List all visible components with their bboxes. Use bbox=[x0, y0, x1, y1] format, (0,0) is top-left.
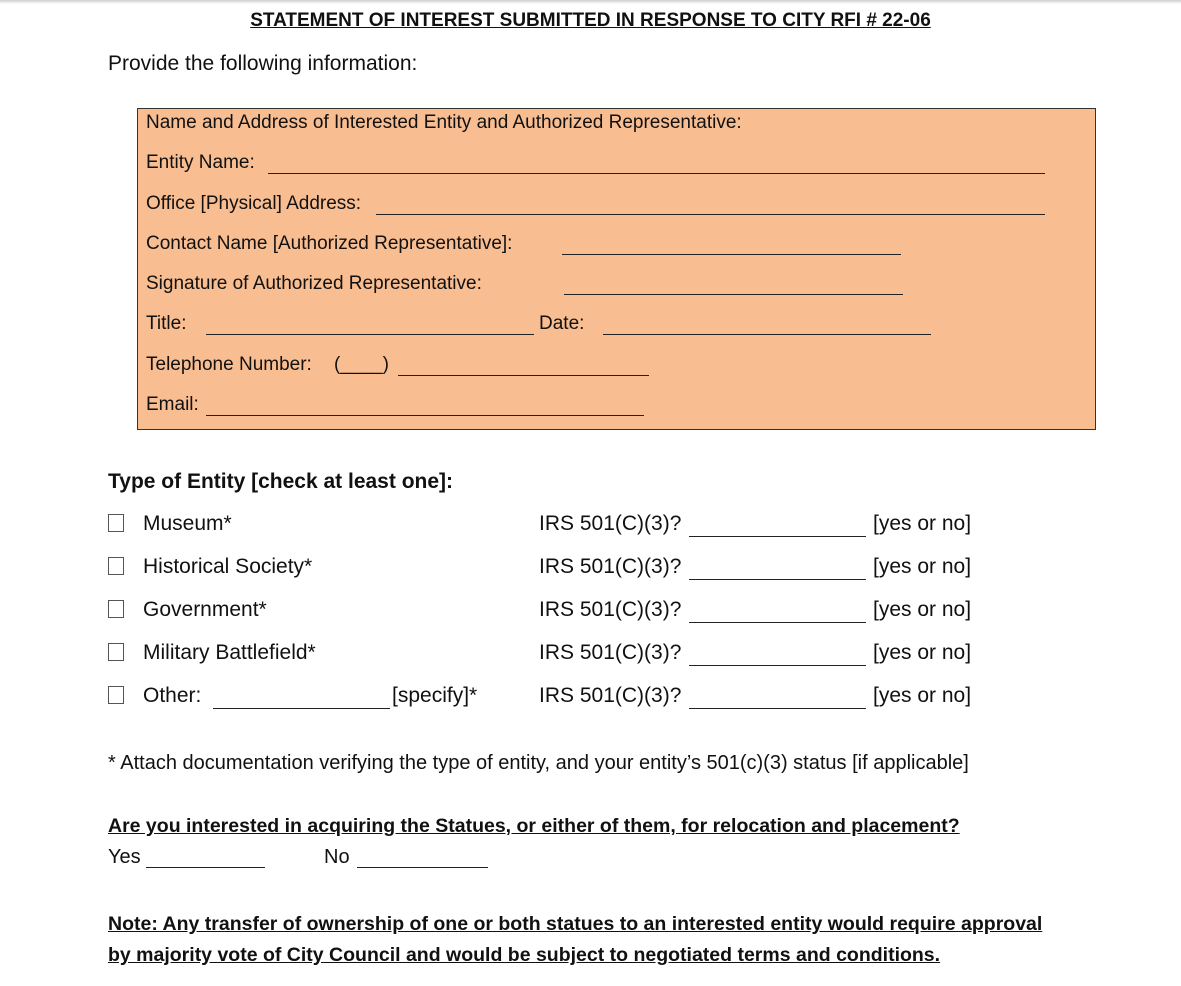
yes-answer-field[interactable] bbox=[146, 867, 265, 868]
contact-name-label: Contact Name [Authorized Representative]: bbox=[146, 233, 513, 254]
final-note-line-1: Note: Any transfer of ownership of one or both statues to an interested entity would require approval bbox=[108, 913, 1043, 935]
yes-label: Yes bbox=[108, 846, 141, 868]
entity-name-field[interactable] bbox=[268, 173, 1045, 174]
title-field[interactable] bbox=[206, 334, 534, 335]
historical-society-label: Historical Society* bbox=[143, 555, 313, 578]
telephone-area-code[interactable]: (____) bbox=[334, 354, 389, 375]
final-note-line-2: by majority vote of City Council and would be subject to negotiated terms and conditions. bbox=[108, 944, 941, 966]
military-battlefield-checkbox[interactable] bbox=[108, 643, 124, 661]
office-address-label: Office [Physical] Address: bbox=[146, 193, 362, 214]
email-label: Email: bbox=[146, 394, 199, 415]
government-irs-field[interactable] bbox=[689, 622, 866, 623]
military-battlefield-label: Military Battlefield* bbox=[143, 641, 316, 664]
irs-label: IRS 501(C)(3)? bbox=[539, 598, 682, 621]
intro-text: Provide the following information: bbox=[108, 52, 418, 75]
yes-no-hint: [yes or no] bbox=[873, 512, 972, 535]
historical-society-checkbox[interactable] bbox=[108, 557, 124, 575]
yes-no-hint: [yes or no] bbox=[873, 684, 972, 707]
page-top-shadow bbox=[0, 0, 1181, 4]
signature-field[interactable] bbox=[564, 294, 903, 295]
date-label: Date: bbox=[539, 313, 585, 334]
no-label: No bbox=[324, 846, 350, 868]
acquisition-question: Are you interested in acquiring the Statues, or either of them, for relocation and placement? bbox=[108, 815, 960, 837]
other-specify-field[interactable] bbox=[213, 708, 390, 709]
contact-name-field[interactable] bbox=[562, 254, 901, 255]
museum-checkbox[interactable] bbox=[108, 514, 124, 532]
irs-label: IRS 501(C)(3)? bbox=[539, 512, 682, 535]
irs-label: IRS 501(C)(3)? bbox=[539, 555, 682, 578]
military-battlefield-irs-field[interactable] bbox=[689, 665, 866, 666]
attach-documentation-note: * Attach documentation verifying the type of entity, and your entity’s 501(c)(3) status [if applicable] bbox=[108, 752, 969, 774]
document-title: STATEMENT OF INTEREST SUBMITTED IN RESPONSE TO CITY RFI # 22-06 bbox=[250, 10, 931, 31]
other-irs-field[interactable] bbox=[689, 708, 866, 709]
entity-info-heading: Name and Address of Interested Entity and Authorized Representative: bbox=[146, 112, 742, 133]
other-specify-hint: [specify]* bbox=[392, 684, 478, 707]
other-label: Other: bbox=[143, 684, 202, 707]
irs-label: IRS 501(C)(3)? bbox=[539, 641, 682, 664]
no-answer-field[interactable] bbox=[357, 867, 488, 868]
yes-no-hint: [yes or no] bbox=[873, 641, 972, 664]
yes-no-hint: [yes or no] bbox=[873, 555, 972, 578]
government-label: Government* bbox=[143, 598, 267, 621]
signature-label: Signature of Authorized Representative: bbox=[146, 273, 482, 294]
telephone-field[interactable] bbox=[398, 375, 649, 376]
entity-type-heading: Type of Entity [check at least one]: bbox=[108, 470, 454, 493]
museum-irs-field[interactable] bbox=[689, 536, 866, 537]
yes-no-hint: [yes or no] bbox=[873, 598, 972, 621]
office-address-field[interactable] bbox=[376, 214, 1045, 215]
title-label: Title: bbox=[146, 313, 187, 334]
government-checkbox[interactable] bbox=[108, 600, 124, 618]
email-field[interactable] bbox=[206, 415, 644, 416]
irs-label: IRS 501(C)(3)? bbox=[539, 684, 682, 707]
historical-society-irs-field[interactable] bbox=[689, 579, 866, 580]
telephone-label: Telephone Number: bbox=[146, 354, 312, 375]
museum-label: Museum* bbox=[143, 512, 232, 535]
date-field[interactable] bbox=[603, 334, 931, 335]
entity-info-box bbox=[137, 108, 1096, 430]
other-checkbox[interactable] bbox=[108, 686, 124, 704]
entity-name-label: Entity Name: bbox=[146, 152, 255, 173]
